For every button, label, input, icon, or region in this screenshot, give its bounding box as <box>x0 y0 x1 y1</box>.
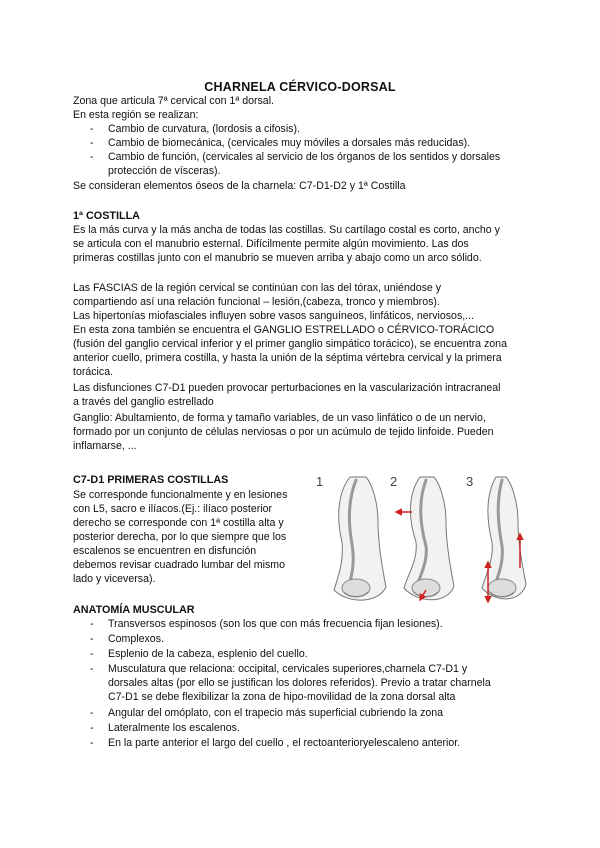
intro-line: Zona que articula 7ª cervical con 1ª dorsal. <box>73 95 274 107</box>
paragraph-line: a través del ganglio estrellado <box>73 396 214 408</box>
bullet-dash: - <box>90 648 94 660</box>
anatomia-bullet: Transversos espinosos (son los que con más frecuencia fijan lesiones). <box>108 618 443 630</box>
anatomia-bullet-cont: dorsales altas (por ello se justifican los dolores referidos). Previo a tratar charnela <box>108 677 491 689</box>
paragraph-line: (fusión del ganglio cervical inferior y el primer ganglio simpático torácico), se encuentra zona <box>73 338 507 350</box>
bullet-dash: - <box>90 722 94 734</box>
paragraph-line: formado por un conjunto de células nerviosas o por un acúmulo de tejido linfoide. Pueden <box>73 426 494 438</box>
paragraph-line: Las FASCIAS de la región cervical se continúan con las del tórax, uniéndose y <box>73 282 442 294</box>
bullet-dash: - <box>90 618 94 630</box>
paragraph-line: escalenos se encuentren en disfunción <box>73 545 257 557</box>
paragraph-line: lado y viceversa). <box>73 573 156 585</box>
bullet-dash: - <box>90 707 94 719</box>
intro-closing: Se consideran elementos óseos de la charnela: C7-D1-D2 y 1ª Costilla <box>73 180 406 192</box>
page-title: CHARNELA CÉRVICO-DORSAL <box>204 80 396 94</box>
anatomia-bullet: Musculatura que relaciona: occipital, cervicales superiores,charnela C7-D1 y <box>108 663 468 675</box>
intro-bullet: Cambio de función, (cervicales al servicio de los órganos de los sentidos y dorsales <box>108 151 501 163</box>
paragraph-line: Es la más curva y la más ancha de todas las costillas. Su cartílago costal es corto, ancho y <box>73 224 500 236</box>
paragraph-line: con L5, sacro e ilíacos.(Ej.: ilíaco posterior <box>73 503 273 515</box>
section-heading-anatomia: ANATOMÍA MUSCULAR <box>73 604 195 616</box>
bullet-dash: - <box>90 137 94 149</box>
paragraph-line: Ganglio: Abultamiento, de forma y tamaño variables, de un vaso linfático o de un nervio, <box>73 412 486 424</box>
bullet-dash: - <box>90 737 94 749</box>
paragraph-line: compartiendo así una relación funcional – lesión,(cabeza, tronco y miembros). <box>73 296 440 308</box>
paragraph-line: inflamarse, ... <box>73 440 137 452</box>
intro-line: En esta región se realizan: <box>73 109 199 121</box>
bullet-dash: - <box>90 151 94 163</box>
paragraph-line: anterior cuello, primera costilla, y hasta la unión de la séptima vértebra cervical y la primera <box>73 352 502 364</box>
bullet-dash: - <box>90 663 94 675</box>
anatomia-bullet: Angular del omóplato, con el trapecio más superficial cubriendo la zona <box>108 707 444 719</box>
intro-bullet: Cambio de biomecánica, (cervicales muy móviles a dorsales más reducidas). <box>108 137 471 149</box>
spine-posture-figure <box>308 472 530 607</box>
anatomia-bullet: Lateralmente los escalenos. <box>108 722 240 734</box>
paragraph-line: debemos revisar cuadrado lumbar del mismo <box>73 559 285 571</box>
paragraph-line: Se corresponde funcionalmente y en lesiones <box>73 489 288 501</box>
paragraph-line: se articula con el manubrio esternal. Difícilmente permite algún movimiento. Las dos <box>73 238 469 250</box>
intro-bullet: Cambio de curvatura, (lordosis a cifosis). <box>108 123 300 135</box>
bullet-dash: - <box>90 633 94 645</box>
section-heading-costilla: 1ª COSTILLA <box>73 210 140 222</box>
paragraph-line: primeras costillas junto con el manubrio se mueven arriba y abajo como un arco sólido. <box>73 252 482 264</box>
paragraph-line: posterior derecha, por lo que siempre que los <box>73 531 287 543</box>
paragraph-line: derecho se corresponde con 1ª costilla alta y <box>73 517 284 529</box>
figure-number: 3 <box>466 474 474 489</box>
spine-figure-1 <box>334 477 386 600</box>
bullet-dash: - <box>90 123 94 135</box>
spine-figure-3 <box>482 477 526 602</box>
figure-number: 1 <box>316 474 324 489</box>
anatomia-bullet: Complexos. <box>108 633 164 645</box>
anatomia-bullet: Esplenio de la cabeza, esplenio del cuello. <box>108 648 308 660</box>
paragraph-line: Las hipertonías miofasciales influyen sobre vasos sanguíneos, linfáticos, nerviosos,... <box>73 310 475 322</box>
figure-number: 2 <box>390 474 398 489</box>
paragraph-line: En esta zona también se encuentra el GANGLIO ESTRELLADO o CÉRVICO-TORÁCICO <box>73 324 495 336</box>
paragraph-line: torácica. <box>73 366 114 378</box>
anatomia-bullet: En la parte anterior el largo del cuello , el rectoanterioryelescaleno anterior. <box>108 737 461 749</box>
intro-bullet-cont: protección de vísceras). <box>108 165 221 177</box>
spine-figure-2 <box>396 477 454 600</box>
anatomia-bullet-cont: C7-D1 se debe flexibilizar la zona de hipo-movilidad de la zona dorsal alta <box>108 691 456 703</box>
paragraph-line: Las disfunciones C7-D1 pueden provocar perturbaciones en la vascularización intracraneal <box>73 382 501 394</box>
section-heading-c7d1: C7-D1 PRIMERAS COSTILLAS <box>73 474 229 486</box>
